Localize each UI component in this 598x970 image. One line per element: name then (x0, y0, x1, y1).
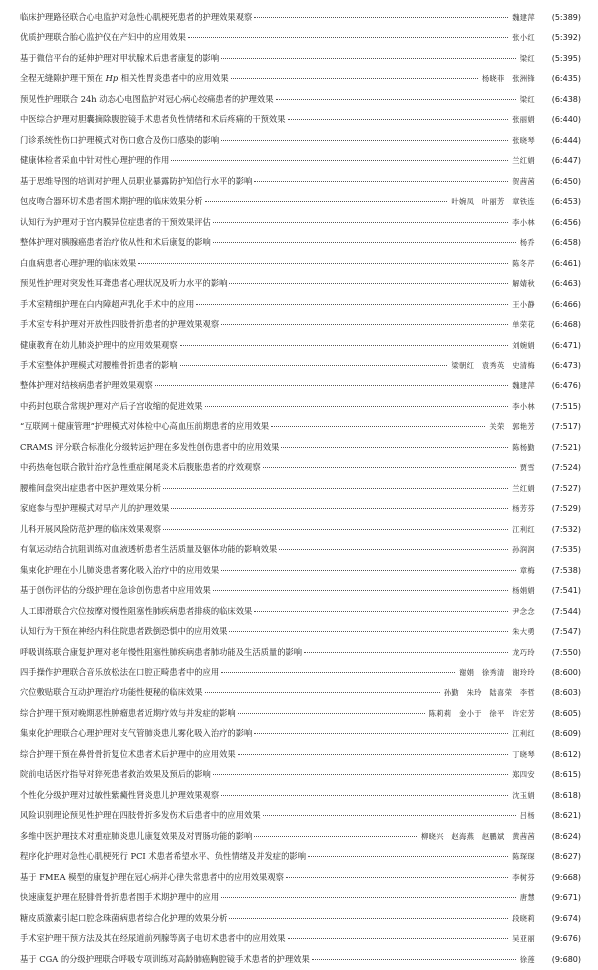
page-reference: (6:476) (551, 381, 581, 391)
article-authors: 段晓莉 (512, 913, 535, 923)
toc-entry[interactable] (20, 744, 581, 764)
page-reference: (6:463) (551, 279, 581, 289)
toc-entry[interactable] (20, 396, 581, 416)
dot-leader (221, 140, 508, 141)
toc-entry[interactable] (20, 723, 581, 743)
dot-leader (221, 795, 508, 796)
article-title: 基于思维导图的培训对护理人员职业暴露防护知信行水平的影响 (20, 175, 253, 186)
article-title: 多维中医护理技术对重症肺炎患儿康复效果及对胃肠功能的影响 (20, 830, 253, 841)
toc-entry[interactable] (20, 519, 581, 539)
article-authors: 尹念念 (512, 606, 535, 616)
dot-leader (304, 652, 508, 653)
article-authors: 魏建萍 (512, 13, 535, 22)
page-reference: (9:680) (551, 954, 581, 964)
dot-leader (276, 99, 516, 100)
toc-entry[interactable] (20, 253, 581, 273)
article-authors: 章梅 (519, 565, 535, 575)
article-title: 包皮吻合器环切术患者围术期护理的临床效果分析 (20, 196, 203, 207)
toc-entry[interactable] (20, 682, 581, 702)
article-title: 个性化分级护理对过敏性紫癜性肾炎患儿护理效果观察 (20, 789, 220, 800)
dot-leader (171, 508, 508, 509)
article-title: 预见性护理联合 24h 动态心电图监护对冠心病心绞痛患者的护理效果 (20, 93, 274, 104)
page-reference: (7:535) (551, 545, 581, 555)
dot-leader (254, 836, 417, 837)
dot-leader (281, 447, 508, 448)
dot-leader (254, 611, 508, 612)
article-authors: 单荣花 (512, 320, 535, 330)
article-authors: 丁晓琴 (512, 749, 535, 759)
article-authors: 杨娟娟 (512, 586, 535, 596)
article-title: 综合护理干预在鼻骨骨折复位术患者术后护理中的应用效果 (20, 748, 236, 759)
toc-entry[interactable] (20, 212, 581, 232)
article-authors: 杨晓菲 张洲锋 (481, 74, 535, 84)
dot-leader (288, 938, 509, 939)
dot-leader (238, 754, 508, 755)
page-reference: (8:618) (551, 790, 581, 800)
article-authors: 解婧秋 (512, 279, 535, 289)
article-authors: 魏建萍 (512, 381, 535, 391)
article-authors: 杨芳芬 (512, 504, 535, 514)
toc-entry[interactable] (20, 703, 581, 723)
article-authors: 柳晓兴 赵海燕 赵鹏斌 黄茜茜 (421, 831, 535, 841)
toc-entry[interactable] (20, 908, 581, 928)
article-title: 人工即滑联合穴位按摩对慢性阻塞性肺疾病患者排痰的临床效果 (20, 605, 253, 616)
article-authors: 陈莉莉 金小于 徐平 许宏芳 (428, 708, 535, 718)
dot-leader (229, 283, 508, 284)
page-reference: (9:674) (551, 913, 581, 923)
article-title: 中药热奄包联合散针治疗急性重症阑尾炎术后腹胀患者的疗效观察 (20, 462, 261, 473)
page-reference: (6:447) (551, 156, 581, 166)
article-title: 手术室精细护理在白内障超声乳化手术中的应用 (20, 298, 195, 309)
toc-entry[interactable] (20, 949, 581, 969)
article-authors: 贺茜茜 (512, 176, 535, 186)
article-title: 基于创伤评估的分级护理在急诊创伤患者中应用效果 (20, 585, 211, 596)
dot-leader (205, 406, 509, 407)
toc-entry[interactable] (20, 273, 581, 293)
dot-leader (155, 385, 508, 386)
dot-leader (263, 467, 516, 468)
article-title: 腰椎间盘突出症患者中医护理效果分析 (20, 482, 162, 493)
dot-leader (180, 365, 448, 366)
toc-entry[interactable] (20, 498, 581, 518)
article-authors: 兰红娟 (512, 156, 535, 166)
toc-entry[interactable] (20, 150, 581, 170)
dot-leader (163, 488, 508, 489)
dot-leader (229, 631, 508, 632)
toc-entry[interactable] (20, 375, 581, 395)
toc-entry[interactable] (20, 437, 581, 457)
toc-entry[interactable] (20, 621, 581, 641)
article-title: 手术室专科护理对开放性四肢骨折患者的护理效果观察 (20, 319, 220, 330)
article-title: 预见性护理对突发性耳聋患者心理状况及听力水平的影响 (20, 278, 228, 289)
article-title: 四手操作护理联合音乐放松法在口腔正畸患者中的应用 (20, 667, 220, 677)
article-authors: 李小林 (512, 217, 535, 227)
article-authors: 郑四安 (512, 770, 535, 780)
page-reference: (7:544) (551, 606, 581, 616)
article-authors: 贾雪 (519, 463, 535, 473)
page-reference: (9:676) (551, 934, 581, 944)
dot-leader (312, 959, 516, 960)
dot-leader (221, 570, 516, 571)
article-title: 优质护理联合胎心监护仪在产妇中的应用效果 (20, 32, 186, 43)
article-title: 健康教育在幼儿肺炎护理中的应用效果观察 (20, 339, 178, 350)
article-title: 综合护理干预对晚期恶性肿瘤患者近期疗效与并发症的影响 (20, 707, 236, 718)
dot-leader (231, 78, 478, 79)
article-title: 风险识别理论预见性护理在四肢骨折多发伤术后患者中的应用效果 (20, 810, 261, 821)
toc-entry[interactable] (20, 294, 581, 314)
article-title: 临床护理路径联合心电监护对急性心肌梗死患者的护理效果观察 (20, 12, 253, 22)
page-reference: (5:389) (551, 13, 581, 22)
article-title: 白血病患者心理护理的临床效果 (20, 257, 137, 268)
article-authors: 孙润润 (512, 545, 535, 555)
toc-entry[interactable] (20, 335, 581, 355)
page-reference: (6:444) (551, 135, 581, 145)
article-authors: 梁朝红 袁秀英 史清梅 (451, 360, 535, 370)
dot-leader (221, 58, 516, 59)
page-reference: (6:435) (551, 74, 581, 84)
page-reference: (8:612) (551, 749, 581, 759)
toc-entry[interactable] (20, 785, 581, 805)
toc-entry[interactable] (20, 48, 581, 68)
article-title: 手术室整体护理模式对腰椎骨折患者的影响 (20, 359, 178, 370)
toc-entry[interactable] (20, 68, 581, 88)
toc-entry[interactable] (20, 887, 581, 907)
dot-leader (196, 304, 508, 305)
article-authors: 叶婉凤 叶丽芳 章铁连 (451, 197, 535, 207)
dot-leader (221, 897, 516, 898)
toc-entry[interactable] (20, 232, 581, 252)
page-reference: (8:600) (551, 668, 581, 677)
dot-leader (263, 815, 516, 816)
toc-entry[interactable] (20, 355, 581, 375)
article-title: 全程无缝隙护理干预在 Hp 相关性胃炎患者中的应用效果 (20, 73, 229, 84)
page-reference: (8:615) (551, 770, 581, 780)
dot-leader (138, 263, 508, 264)
toc-entry[interactable] (20, 7, 581, 27)
page-reference: (6:450) (551, 176, 581, 186)
toc-entry[interactable] (20, 560, 581, 580)
article-authors: 李树芬 (512, 872, 535, 882)
article-title: 集束化护理联合心理护理对支气管肺炎患儿雾化吸入治疗的影响 (20, 728, 253, 739)
page-reference: (7:524) (551, 463, 581, 473)
page-reference: (8:627) (551, 852, 581, 862)
page-reference: (5:395) (551, 53, 581, 63)
toc-entry[interactable] (20, 805, 581, 825)
article-authors: 朱大勇 (512, 627, 535, 637)
toc-entry[interactable] (20, 89, 581, 109)
page-reference: (6:471) (551, 340, 581, 350)
article-title: 快速康复护理在胫腓骨骨折患者围手术期护理中的应用 (20, 892, 220, 903)
page-reference: (6:453) (551, 197, 581, 207)
article-authors: 杨乔 (519, 238, 535, 248)
article-title: 基于 CGA 的分级护理联合呼吸专项训练对高龄肺癌胸腔镜手术患者的护理效果 (20, 953, 310, 964)
article-title: CRAMS 评分联合标准化分级转运护理在多发性创伤患者中的应用效果 (20, 441, 280, 452)
page-reference: (6:473) (551, 360, 581, 370)
dot-leader (213, 222, 508, 223)
page-reference: (7:517) (551, 422, 581, 432)
dot-leader (308, 856, 508, 857)
page-reference: (6:461) (551, 258, 581, 268)
article-title: 穴位敷贴联合互动护理治疗功能性便秘的临床效果 (20, 687, 203, 698)
toc-entry[interactable] (20, 130, 581, 150)
toc-entry[interactable] (20, 539, 581, 559)
article-authors: 关荣 郭艳芳 (489, 422, 535, 432)
toc-entry[interactable] (20, 109, 581, 129)
dot-leader (288, 119, 509, 120)
article-authors: 江利红 (512, 729, 535, 739)
dot-leader (205, 692, 440, 693)
dot-leader (188, 37, 508, 38)
article-authors: 刘婉娟 (512, 340, 535, 350)
dot-leader (271, 426, 485, 427)
article-title: 整体护理对结核病患者护理效果观察 (20, 380, 153, 391)
article-title: 健康体检者采血中针对性心理护理的作用 (20, 155, 170, 166)
article-authors: 梁红 (519, 94, 535, 104)
page-reference: (7:550) (551, 647, 581, 657)
page-reference: (7:547) (551, 627, 581, 637)
article-authors: 谢娟 徐秀清 谢玲玲 (459, 668, 535, 677)
article-authors: 徐莲 (519, 954, 535, 964)
page-reference: (7:532) (551, 524, 581, 534)
page-reference: (8:624) (551, 831, 581, 841)
page-reference: (7:538) (551, 565, 581, 575)
article-title: 基于 FMEA 模型的康复护理在冠心病并心律失常患者中的应用效果观察 (20, 871, 284, 882)
page-reference: (8:621) (551, 811, 581, 821)
article-authors: 张丽娟 (512, 115, 535, 125)
article-title: 院前电话医疗指导对猝死患者救治效果及预后的影响 (20, 769, 211, 780)
article-title: 中医综合护理对胆囊摘除腹腔镜手术患者负性情绪和术后疼痛的干预效果 (20, 114, 286, 125)
dot-leader (254, 733, 508, 734)
article-title: 儿科开展风险防范护理的临床效果观察 (20, 523, 162, 534)
toc-entry[interactable] (20, 601, 581, 621)
toc-entry[interactable] (20, 457, 581, 477)
dot-leader (254, 181, 508, 182)
page-reference: (6:468) (551, 320, 581, 330)
page-reference: (7:529) (551, 504, 581, 514)
toc-entry[interactable] (20, 662, 581, 682)
article-title: 手术室护理干预方法及其在经尿道前列腺等离子电切术患者中的应用效果 (20, 933, 286, 944)
toc-entry[interactable] (20, 764, 581, 784)
dot-leader (213, 590, 508, 591)
dot-leader (163, 529, 508, 530)
page-reference: (6:438) (551, 94, 581, 104)
toc-entry[interactable] (20, 846, 581, 866)
article-title: 程序化护理对急性心肌梗死行 PCI 术患者希望水平、负性情绪及并发症的影响 (20, 851, 306, 862)
toc-entry[interactable] (20, 580, 581, 600)
page-reference: (9:668) (551, 872, 581, 882)
page-reference: (6:458) (551, 238, 581, 248)
article-title: 家庭参与型护理模式对早产儿的护理效果 (20, 503, 170, 514)
article-authors: 张小红 (512, 33, 535, 43)
page-reference: (9:671) (551, 893, 581, 903)
page-reference: (6:466) (551, 299, 581, 309)
article-authors: 唐慧 (519, 893, 535, 903)
toc-entry[interactable] (20, 826, 581, 846)
dot-leader (180, 345, 509, 346)
article-authors: 孙勤 朱玲 陆喜荣 李哲 (443, 688, 535, 698)
page-reference: (8:603) (551, 688, 581, 698)
article-authors: 陈杨勤 (512, 442, 535, 452)
toc-entry[interactable] (20, 171, 581, 191)
page-reference: (8:605) (551, 708, 581, 718)
article-title: 整体护理对胰腺癌患者治疗依从性和术后康复的影响 (20, 237, 211, 248)
dot-leader (213, 774, 508, 775)
article-title: 呼吸训练联合康复护理对老年慢性阻塞性肺疾病患者肺功能及生活质量的影响 (20, 646, 303, 657)
toc-entry[interactable] (20, 478, 581, 498)
article-title: “互联网＋健康管理”护理模式对体检中心高血压前期患者的应用效果 (20, 421, 270, 432)
toc-entry[interactable] (20, 928, 581, 948)
article-title: 认知行为干预在神经内科住院患者跌倒恐惧中的应用效果 (20, 626, 228, 637)
article-authors: 陈琛琛 (512, 852, 535, 862)
article-title: 认知行为护理对于宫内膜异位症患者的干预效果评估 (20, 216, 211, 227)
article-authors: 龙巧玲 (512, 647, 535, 657)
article-authors: 张晓琴 (512, 135, 535, 145)
page-reference: (7:521) (551, 442, 581, 452)
article-authors: 王小静 (512, 299, 535, 309)
toc-entry[interactable] (20, 416, 581, 436)
page-reference: (6:440) (551, 115, 581, 125)
article-title: 门诊系统性伤口护理模式对伤口愈合及伤口感染的影响 (20, 134, 220, 145)
article-authors: 吕杨 (519, 811, 535, 821)
page-reference: (5:392) (551, 33, 581, 43)
dot-leader (205, 201, 448, 202)
dot-leader (279, 549, 508, 550)
toc-entry[interactable] (20, 642, 581, 662)
article-authors: 兰红娟 (512, 483, 535, 493)
page-reference: (6:456) (551, 217, 581, 227)
toc-entry[interactable] (20, 191, 581, 211)
page-reference: (7:515) (551, 401, 581, 411)
article-authors: 李小林 (512, 401, 535, 411)
table-of-contents (20, 7, 581, 969)
article-authors: 江利红 (512, 524, 535, 534)
article-title: 糖皮质激素引起口腔念珠菌病患者综合化护理的效果分析 (20, 912, 228, 923)
dot-leader (221, 672, 455, 673)
dot-leader (229, 918, 508, 919)
article-authors: 梁红 (519, 53, 535, 63)
toc-entry[interactable] (20, 314, 581, 334)
article-title: 基于微信平台的延伸护理对甲状腺术后患者康复的影响 (20, 52, 220, 63)
article-authors: 吴亚丽 (512, 934, 535, 944)
dot-leader (221, 324, 508, 325)
page-reference: (7:541) (551, 586, 581, 596)
article-authors: 陈冬芹 (512, 258, 535, 268)
article-title: 有氧运动结合抗阻训练对血液透析患者生活质量及躯体功能的影响效果 (20, 544, 278, 555)
page-reference: (7:527) (551, 483, 581, 493)
dot-leader (171, 160, 508, 161)
dot-leader (254, 17, 508, 18)
article-title: 中药封包联合常规护理对产后子宫收缩的促进效果 (20, 400, 203, 411)
toc-entry[interactable] (20, 27, 581, 47)
dot-leader (213, 242, 516, 243)
article-title: 集束化护理在小儿肺炎患者雾化吸入治疗中的应用效果 (20, 564, 220, 575)
article-authors: 沈玉娟 (512, 790, 535, 800)
page-reference: (8:609) (551, 729, 581, 739)
dot-leader (238, 713, 425, 714)
